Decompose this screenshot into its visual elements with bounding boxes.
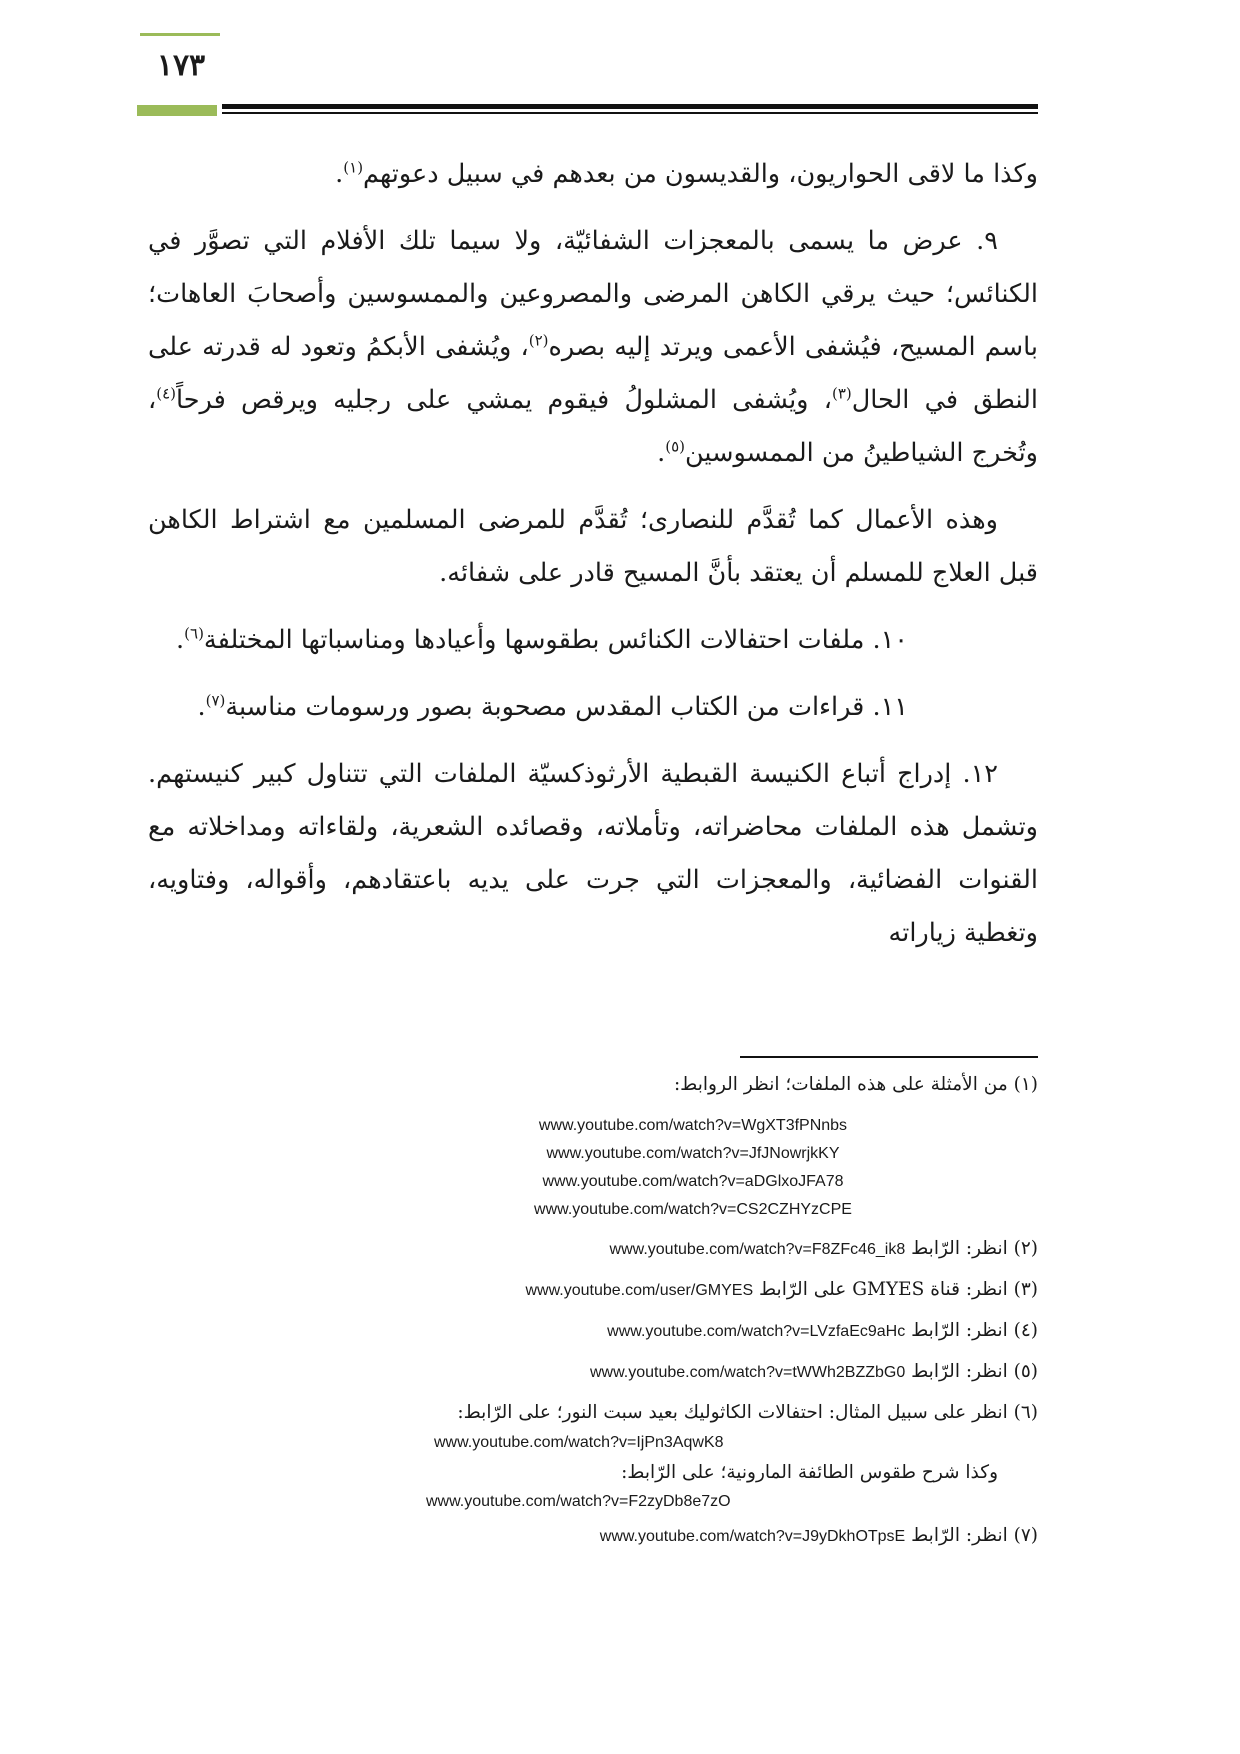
footnote-ref-1[interactable]: (١) — [343, 158, 364, 177]
header-accent-bar — [137, 105, 217, 116]
footnote-1: (١) من الأمثلة على هذه الملفات؛ انظر الروابط: — [673, 1074, 1038, 1095]
paragraph-3: وهذه الأعمال كما تُقدَّم للنصارى؛ تُقدَّم للمرضى المسلمين مع اشتراط الكاهن قبل العلاج للمسلم أن يعتقد بأنَّ المسيح قادر على شفائه. — [148, 505, 1038, 588]
footnote-link[interactable]: www.youtube.com/watch?v=LVzfaEc9aHc — [607, 1323, 906, 1340]
footnote-link[interactable]: www.youtube.com/watch?v=F8ZFc46_ik8 — [609, 1241, 906, 1258]
footnote-ref-4[interactable]: (٤) — [156, 384, 177, 403]
footnote-separator — [740, 1056, 1038, 1058]
footnote-5: (٥) انظر: الرّابط www.youtube.com/watch?v=tWWh2BZZbG0 — [590, 1361, 1038, 1382]
footnote-link[interactable]: www.youtube.com/watch?v=WgXT3fPNnbs — [538, 1117, 848, 1134]
footnote-3: (٣) انظر: قناة GMYES على الرّابط www.youtube.com/user/GMYES — [525, 1279, 1038, 1300]
footnote-link[interactable]: www.youtube.com/watch?v=tWWh2BZZbG0 — [590, 1364, 906, 1381]
footnote-ref-6[interactable]: (٦) — [184, 624, 204, 643]
main-text — [148, 148, 1038, 974]
footnote-4: (٤) انظر: الرّابط www.youtube.com/watch?v=LVzfaEc9aHc — [607, 1320, 1038, 1341]
footnote-6: (٦) انظر على سبيل المثال: احتفالات الكاثوليك بعيد سبت النور؛ على الرّابط: — [457, 1402, 1038, 1423]
footnote-1-links — [148, 1112, 1038, 1224]
footnote-link[interactable]: www.youtube.com/watch?v=IjPn3AqwK8 — [434, 1434, 724, 1451]
paragraph-item-12: ١٢. إدراج أتباع الكنيسة القبطية الأرثوذكسيّة الملفات التي تتناول كبير كنيستهم. وتشمل هذه الملفات محاضراته، وتأملاته، وقصائده الشعرية، ولقاءاته ومداخلاته مع القنوات الفضائية، والمعجزات التي جرت على يديه باعتقادهم، وأقواله، وفتاويه، وتغطية زياراته — [148, 759, 1038, 948]
header-rule-thin — [222, 112, 1038, 114]
footnote-ref-3[interactable]: (٣) — [831, 384, 852, 403]
paragraph-1: وكذا ما لاقى الحواريون، والقديسون من بعدهم في سبيل دعوتهم$^{(١)}$. — [335, 158, 1038, 189]
page-number: ١٧٣ — [156, 48, 206, 83]
footnote-ref-7[interactable]: (٧) — [205, 691, 226, 710]
footnote-link[interactable]: www.youtube.com/watch?v=F2zyDb8e7zO — [426, 1493, 731, 1510]
footnote-2: (٢) انظر: الرّابط www.youtube.com/watch?v=F8ZFc46_ik8 — [609, 1238, 1038, 1259]
paragraph-item-10: ١٠. ملفات احتفالات الكنائس بطقوسها وأعيادها ومناسباتها المختلفة$^{(٦)}$. — [176, 624, 908, 655]
footnote-link[interactable]: www.youtube.com/user/GMYES — [525, 1282, 754, 1299]
footnote-link[interactable]: www.youtube.com/watch?v=aDGlxoJFA78 — [542, 1173, 844, 1190]
paragraph-item-11: ١١. قراءات من الكتاب المقدس مصحوبة بصور ورسومات مناسبة$^{(٧)}$. — [197, 691, 908, 722]
footnote-ref-2[interactable]: (٢) — [528, 331, 549, 350]
header-rule — [222, 104, 1038, 109]
footnote-6-continuation: وكذا شرح طقوس الطائفة المارونية؛ على الرّابط: — [621, 1462, 998, 1483]
footnote-link[interactable]: www.youtube.com/watch?v=JfJNowrjkKY — [546, 1145, 840, 1162]
footnote-7: (٧) انظر: الرّابط www.youtube.com/watch?v=J9yDkhOTpsE — [599, 1525, 1038, 1546]
footnote-link[interactable]: www.youtube.com/watch?v=CS2CZHYzCPE — [534, 1201, 852, 1218]
footnote-link[interactable]: www.youtube.com/watch?v=J9yDkhOTpsE — [599, 1528, 906, 1545]
paragraph-item-9: ٩. عرض ما يسمى بالمعجزات الشفائيّة، ولا سيما تلك الأفلام التي تصوَّر في الكنائس؛ حيث يرقي الكاهن المرضى والمصروعين والممسوسين وأصحابَ العاهات؛ باسم المسيح، فيُشفى الأعمى ويرتد إليه بصره$^{(٢)}$، ويُشفى الأبكمُ وتعود له قدرته على النطق في الحال$^{(٣)}$، ويُشفى المشلولُ فيقوم يمشي على رجليه ويرقص فرحاً$^{(٤)}$، وتُخرج الشياطينُ من الممسوسين$^{(٥)}$. — [148, 226, 1038, 468]
header-accent-line — [140, 33, 220, 36]
footnotes — [148, 1072, 1038, 1564]
footnote-ref-5[interactable]: (٥) — [665, 437, 685, 456]
